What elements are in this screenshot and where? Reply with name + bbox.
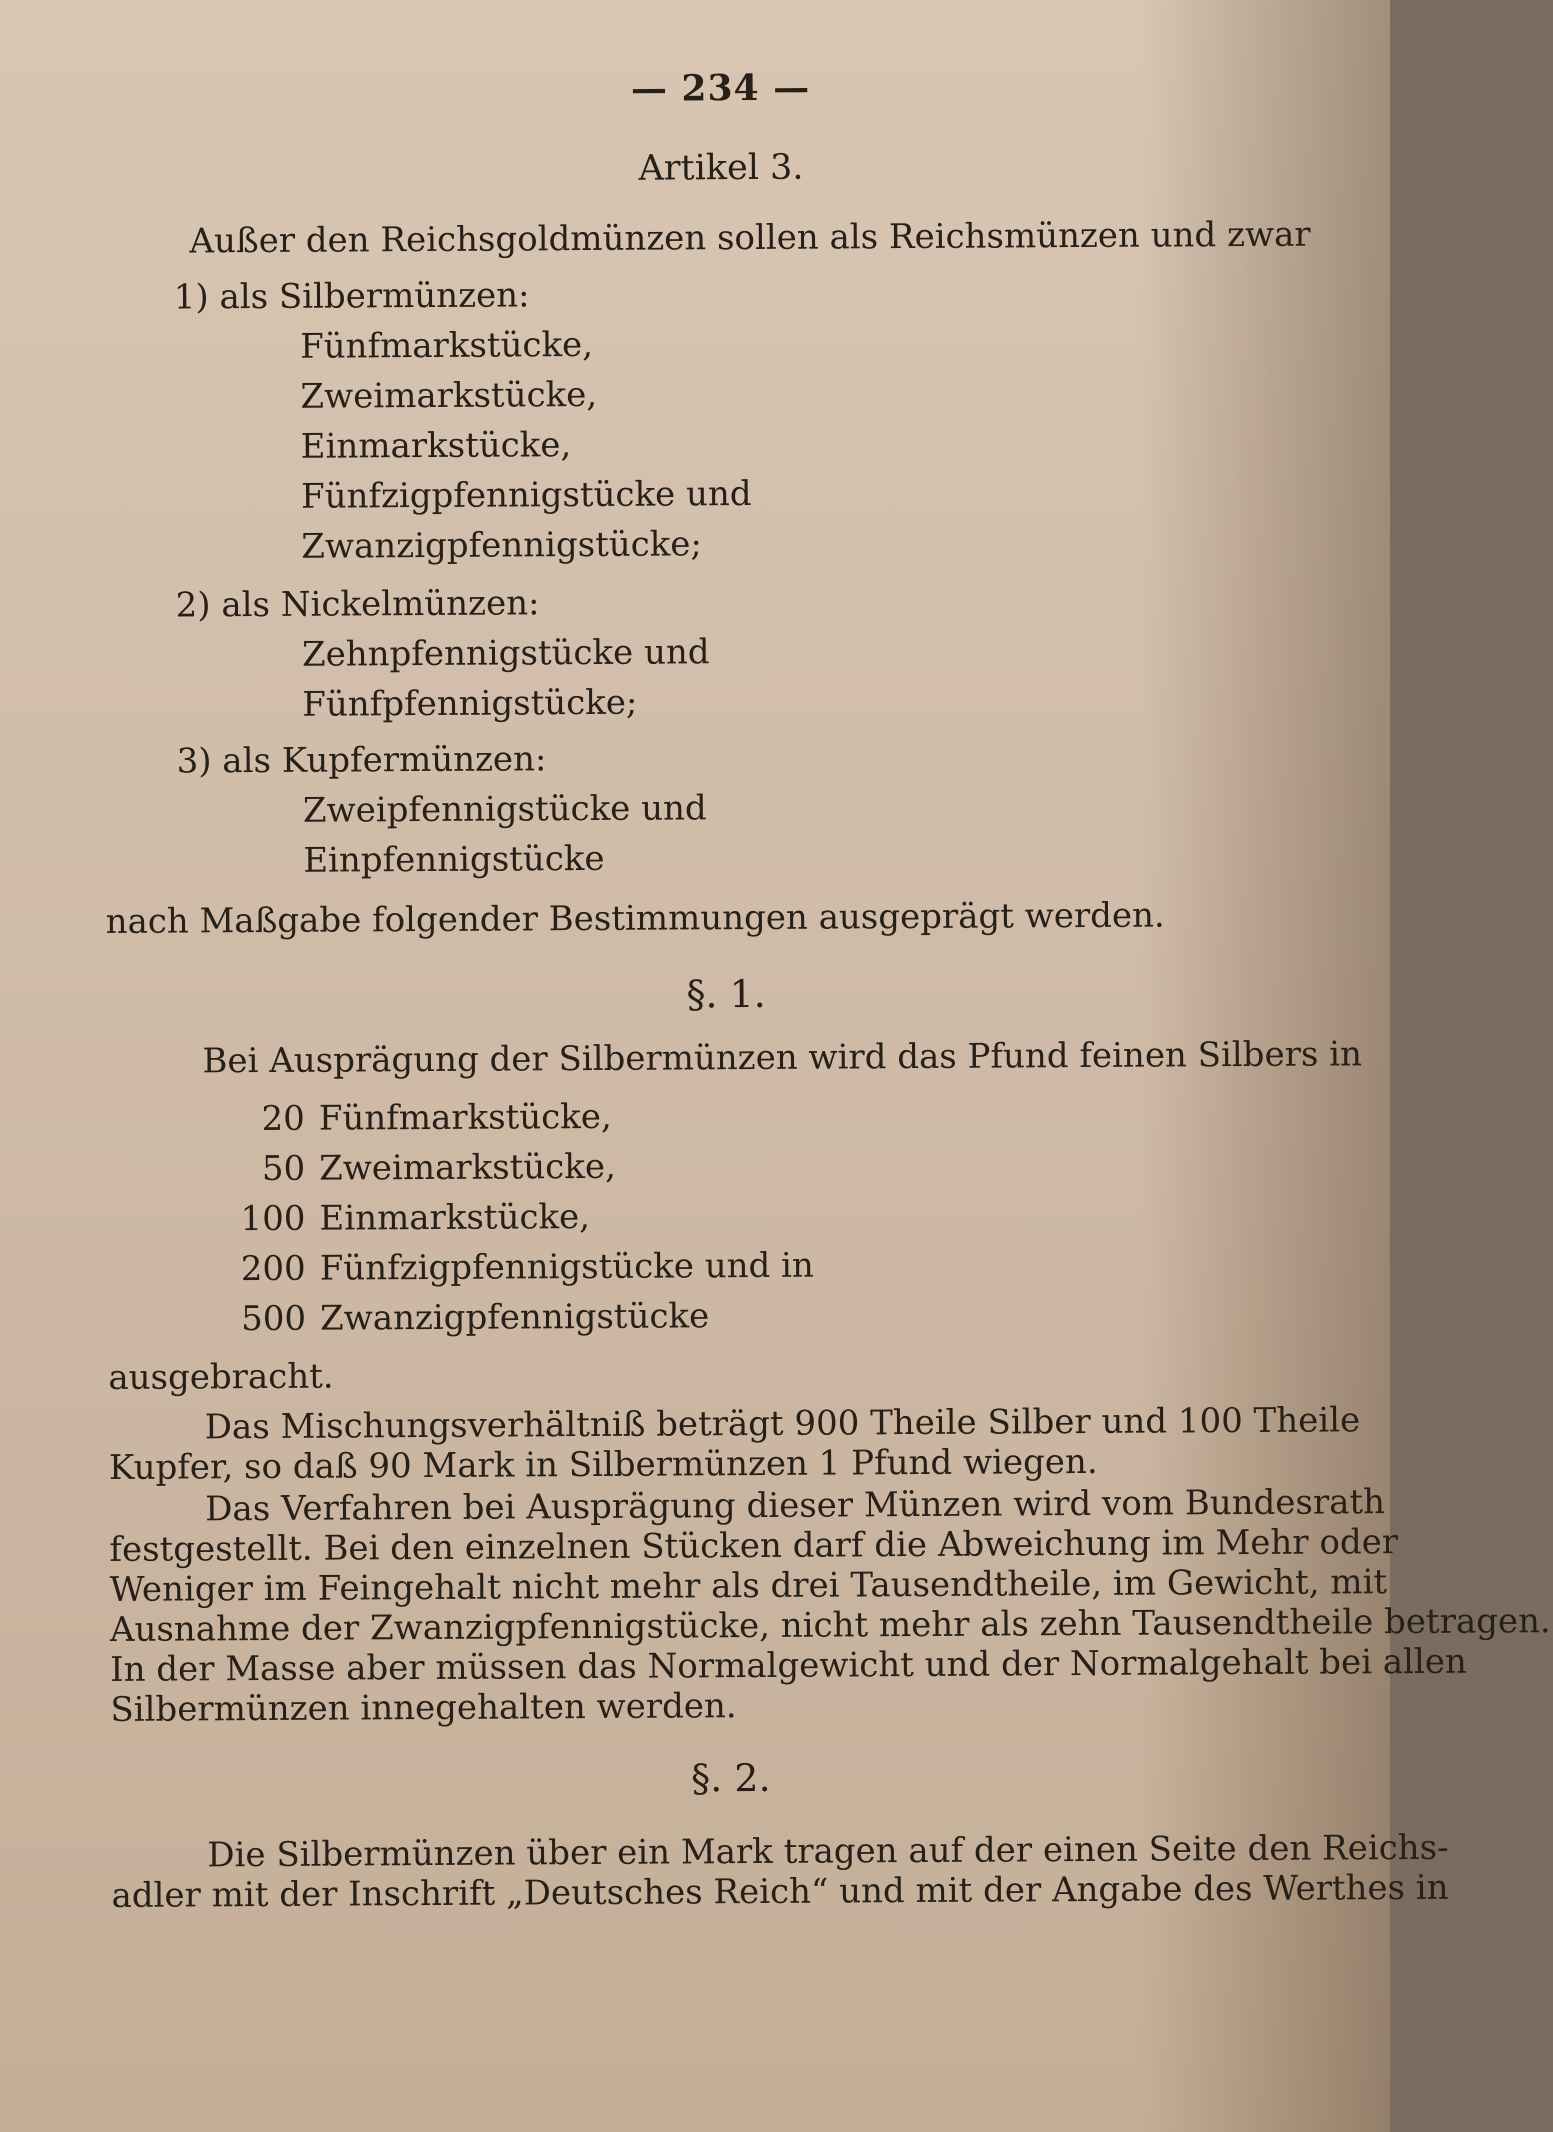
coin-count: 200 xyxy=(240,1248,306,1290)
group-label-copper: 3) als Kupfermünzen: xyxy=(176,739,547,782)
coin-row xyxy=(215,1147,616,1189)
coin-item: Fünfmarkstücke, xyxy=(299,324,594,367)
group-label-nickel: 2) als Nickelmünzen: xyxy=(175,583,540,626)
section-1-lead: Bei Ausprägung der Silbermünzen wird das Pfund feinen Silbers in xyxy=(202,1034,1363,1082)
coin-count: 50 xyxy=(261,1148,306,1190)
coin-item: Zwanzigpfennigstücke; xyxy=(301,524,703,567)
group-label-silver: 1) als Silbermünzen: xyxy=(173,275,530,318)
coin-name: Einmarkstücke, xyxy=(319,1197,591,1239)
coin-count: 100 xyxy=(240,1198,306,1240)
paragraph-line: Das Verfahren bei Ausprägung dieser Münzen wird vom Bundesrath xyxy=(205,1482,1386,1530)
paragraph-line: Ausnahme der Zwanzigpfennigstücke, nicht mehr als zehn Tausendtheile betragen. xyxy=(109,1601,1551,1650)
page-number: — 234 — xyxy=(630,66,811,110)
coin-row xyxy=(215,1097,612,1139)
paragraph-line: Kupfer, so daß 90 Mark in Silbermünzen 1 Pfund wiegen. xyxy=(108,1441,1098,1488)
paragraph-line: festgestellt. Bei den einzelnen Stücken darf die Abweichung im Mehr oder xyxy=(109,1522,1399,1570)
section-1-heading: §. 1. xyxy=(686,971,766,1017)
coin-row xyxy=(216,1246,814,1290)
paragraph-line: In der Masse aber müssen das Normalgewicht und der Normalgehalt bei allen xyxy=(110,1641,1467,1690)
coin-name: Zwanzigpfennigstücke xyxy=(319,1296,710,1339)
paragraph-line: Weniger im Feingehalt nicht mehr als drei Tausendtheile, im Gewicht, mit xyxy=(109,1562,1388,1610)
paragraph-line: Die Silbermünzen über ein Mark tragen auf der einen Seite den Reichs- xyxy=(207,1827,1449,1876)
intro-end: nach Maßgabe folgender Bestimmungen ausgeprägt werden. xyxy=(105,895,1165,942)
coin-item: Einmarkstücke, xyxy=(300,425,572,467)
coin-count: 20 xyxy=(261,1098,305,1140)
section-1-after: ausgebracht. xyxy=(108,1356,334,1398)
paragraph-line: Silbermünzen innegehalten werden. xyxy=(110,1686,737,1730)
paragraph-line: Das Mischungsverhältniß beträgt 900 Theile Silber und 100 Theile xyxy=(204,1400,1361,1448)
section-2-heading: §. 2. xyxy=(691,1755,771,1801)
coin-item: Zehnpfennigstücke und xyxy=(301,632,710,675)
intro-line: Außer den Reichsgoldmünzen sollen als Reichsmünzen und zwar xyxy=(189,214,1311,262)
coin-row xyxy=(216,1296,709,1339)
coin-count: 500 xyxy=(241,1298,307,1340)
paragraph-line: adler mit der Inschrift „Deutsches Reich“ und mit der Angabe des Werthes in xyxy=(111,1867,1449,1916)
article-heading: Artikel 3. xyxy=(638,147,804,189)
coin-item: Fünfpfennigstücke; xyxy=(302,682,638,725)
coin-item: Einpfennigstücke xyxy=(303,838,605,881)
coin-name: Fünfzigpfennigstücke und in xyxy=(319,1245,815,1289)
coin-name: Zweimarkstücke, xyxy=(319,1146,616,1189)
coin-item: Fünfzigpfennigstücke und xyxy=(300,474,752,517)
coin-name: Fünfmarkstücke, xyxy=(318,1096,612,1139)
coin-item: Zweipfennigstücke und xyxy=(302,788,707,831)
coin-item: Zweimarkstücke, xyxy=(300,374,598,417)
coin-row xyxy=(215,1197,590,1239)
